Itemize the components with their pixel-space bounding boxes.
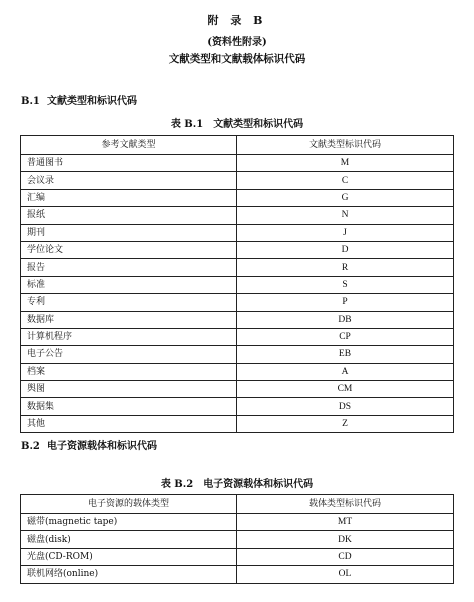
type-cell: 标准 [21,276,237,293]
type-cell: 会议录 [21,172,237,189]
table-b1-body [21,155,454,433]
section-b2-heading [21,437,157,452]
code-cell: CD [237,548,454,565]
type-cell: 普通图书 [21,155,237,172]
table-b2-body [21,514,454,584]
code-cell: P [237,294,454,311]
column-header: 文献类型标识代码 [237,136,454,155]
table-row [21,363,454,380]
section-title: 文献类型和标识代码 [47,96,137,107]
type-cell: 光盘(CD-ROM) [21,548,237,565]
code-cell: DK [237,531,454,548]
appendix-note: (资料性附录) [207,37,267,48]
table-row [21,224,454,241]
table-row [21,155,454,172]
table-b2 [20,494,454,584]
type-cell: 联机网络(online) [21,566,237,583]
table-row [21,259,454,276]
section-title: 电子资源载体和标识代码 [47,441,157,452]
table-row [21,346,454,363]
type-cell: 数据库 [21,311,237,328]
caption-title: 文献类型和标识代码 [213,119,304,130]
table-row [21,294,454,311]
type-cell: 学位论文 [21,241,237,258]
code-cell: Z [237,415,454,432]
type-cell: 数据集 [21,398,237,415]
type-cell: 电子公告 [21,346,237,363]
table-b1-caption [0,115,474,130]
table-header-row [21,136,454,155]
caption-number: 表 B.2 [160,479,194,490]
table-row [21,566,454,583]
table-row [21,415,454,432]
column-header: 参考文献类型 [21,136,237,155]
column-header: 载体类型标识代码 [237,495,454,514]
appendix-heading: 文献类型和文献载体标识代码 [168,53,306,65]
type-cell: 磁带(magnetic tape) [21,514,237,531]
table-row [21,207,454,224]
type-cell: 磁盘(disk) [21,531,237,548]
code-cell: G [237,189,454,206]
table-row [21,398,454,415]
section-number: B.1 [21,96,40,107]
type-cell: 计算机程序 [21,328,237,345]
code-cell: DS [237,398,454,415]
type-cell: 其他 [21,415,237,432]
code-cell: D [237,241,454,258]
section-number: B.2 [21,441,40,452]
table-row [21,276,454,293]
table-row [21,328,454,345]
code-cell: M [237,155,454,172]
type-cell: 期刊 [21,224,237,241]
code-cell: CP [237,328,454,345]
table-row [21,189,454,206]
code-cell: CM [237,381,454,398]
table-row [21,514,454,531]
code-cell: J [237,224,454,241]
type-cell: 汇编 [21,189,237,206]
code-cell: MT [237,514,454,531]
caption-number: 表 B.1 [170,119,204,130]
table-row [21,241,454,258]
code-cell: R [237,259,454,276]
type-cell: 舆图 [21,381,237,398]
column-header: 电子资源的载体类型 [21,495,237,514]
type-cell: 报告 [21,259,237,276]
appendix-title: 附 录 B [207,14,267,27]
table-header-row [21,495,454,514]
code-cell: N [237,207,454,224]
table-row [21,381,454,398]
table-row [21,172,454,189]
table-b1 [20,135,454,433]
section-b1-heading [21,92,137,107]
table-row [21,311,454,328]
table-b2-caption [0,475,474,490]
code-cell: EB [237,346,454,363]
type-cell: 专利 [21,294,237,311]
code-cell: A [237,363,454,380]
caption-title: 电子资源载体和标识代码 [203,479,314,490]
code-cell: C [237,172,454,189]
type-cell: 报纸 [21,207,237,224]
code-cell: OL [237,566,454,583]
code-cell: S [237,276,454,293]
type-cell: 档案 [21,363,237,380]
table-row [21,548,454,565]
table-row [21,531,454,548]
code-cell: DB [237,311,454,328]
